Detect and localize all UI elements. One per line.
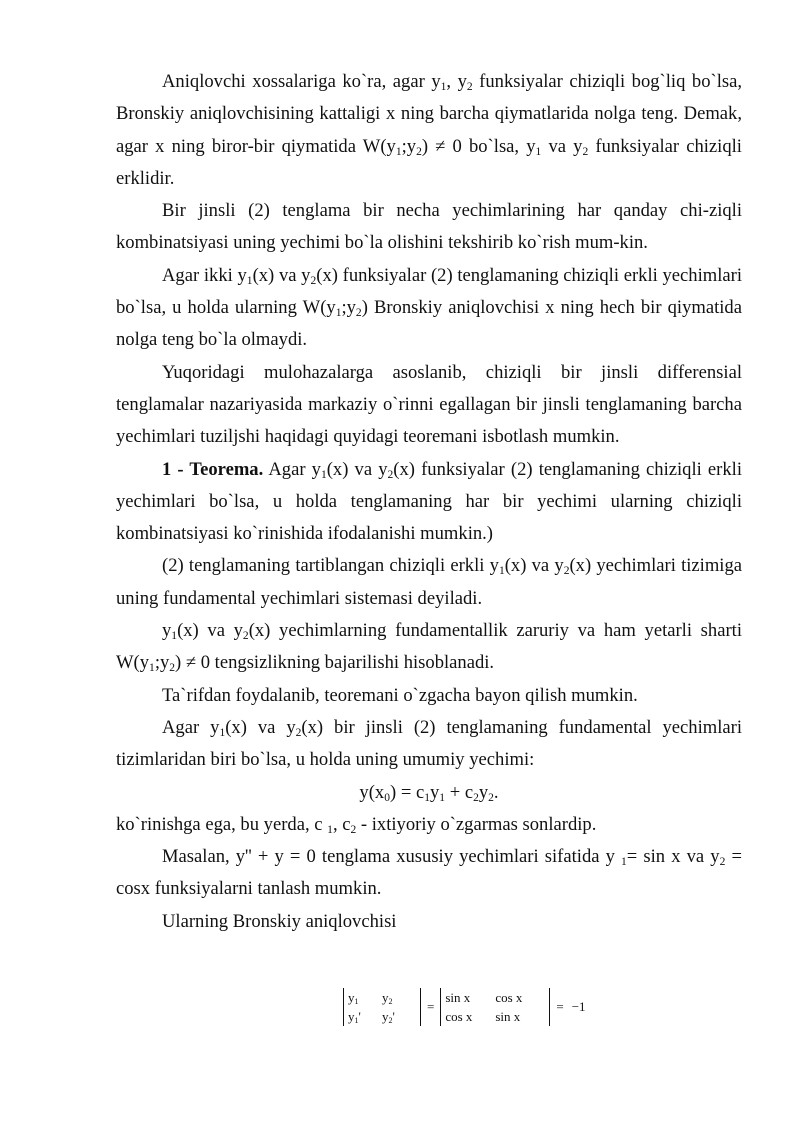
paragraph-12: Ularning Bronskiy aniqlovchisi bbox=[162, 910, 397, 932]
paragraph-9: Agar $y_1(x)$ va $y_2(x)$ bir jinsli (2) tenglamaning fundamental yechimlari tizimlaridan biri bo`lsa, u holda uning umumiy yechimi: bbox=[116, 716, 743, 771]
paragraph-3: Agar ikki $y_1(x)$ va $y_2(x)$ funksiyalar (2) tenglamaning chiziqli erkli yechimlari bo`lsa, u holda ularning $W(y_1;y_2)$ Bronskiy aniqlovchisi x ning hech bir qiymatida nolga teng bo`la olmaydi. bbox=[116, 264, 742, 351]
paragraph-10: ko`rinishga ega, bu yerda, c $_1$, $c_2$ - ixtiyoriy o`zgarmas sonlardip. bbox=[116, 813, 597, 836]
paragraph-6: (2) tenglamaning tartiblangan chiziqli erkli $y_1(x)$ va $y_2(x)$ yechimlari tizimiga uning fundamental yechimlari sistemasi deyiladi. bbox=[116, 555, 743, 609]
paragraph-8: Ta`rifdan foydalanib, teoremani o`zgacha bayon qilish mumkin. bbox=[162, 684, 638, 706]
document-body bbox=[116, 66, 742, 938]
equals-sign: = bbox=[427, 999, 435, 1014]
wronskian-determinant bbox=[343, 985, 586, 1029]
theorem-paragraph: 1 - Teorema. Agar $y_1(x)$ va $y_2(x)$ funksiyalar (2) tenglamaning chiziqli erkli yechimlari bo`lsa, u holda tenglamaning har bir yechimi ularning chiziqli kombinatsiyasi ko`rinishida ifodalanishi mumkin.) bbox=[116, 458, 742, 545]
determinant-matrix-symbolic: $y_1$ $y_2$ $y_1'$ $y_2'$ bbox=[343, 988, 421, 1026]
equals-sign-2: = bbox=[556, 999, 564, 1014]
determinant-matrix-trig: sin x cos x cos x sin x bbox=[440, 988, 550, 1026]
paragraph-4: Yuqoridagi mulohazalarga asoslanib, chiziqli bir jinsli differensial tenglamalar nazariyasida markaziy o`rinni egallagan bir jinsli tenglamaning barcha yechimlari tuziljshi haqidagi quyidagi teoremani isbotlash mumkin. bbox=[116, 361, 742, 448]
general-solution-formula: $y(x_0) = c_1y_1 + c_2y_2$. bbox=[359, 781, 499, 804]
paragraph-7: $y_1(x)$ va $y_2(x)$ yechimlarning fundamentallik zaruriy va ham yetarli sharti $W(y_1;y_2) \ne 0$ tengsizlikning bajarilishi hisoblanadi. bbox=[116, 620, 742, 675]
theorem-title: 1 - Teorema. bbox=[162, 458, 264, 480]
paragraph-1: Aniqlovchi xossalariga ko`ra, agar $y_1$, $y_2$ funksiyalar chiziqli bog`liq bo`lsa, Bronskiy aniqlovchisining kattaligi x ning barcha qiymatlarida nolga teng. Demak, agar x ning biror-bir qiymatida $W(y_1;y_2) \ne 0$ bo`lsa, $y_1$ va $y_2$ funksiyalar chiziqli erklidir. bbox=[116, 71, 742, 189]
paragraph-2: Bir jinsli (2) tenglama bir necha yechimlarining har qanday chi-ziqli kombinatsiyasi uning yechimi bo`la olishini tekshirib ko`rish mum-kin. bbox=[116, 200, 742, 254]
paragraph-11: Masalan, y'' + y = 0 tenglama xususiy yechimlari sifatida y $_1$= sin x va $y_2 = \cos x$ funksiyalarni tanlash mumkin. bbox=[116, 846, 742, 900]
determinant-result: −1 bbox=[571, 999, 586, 1014]
